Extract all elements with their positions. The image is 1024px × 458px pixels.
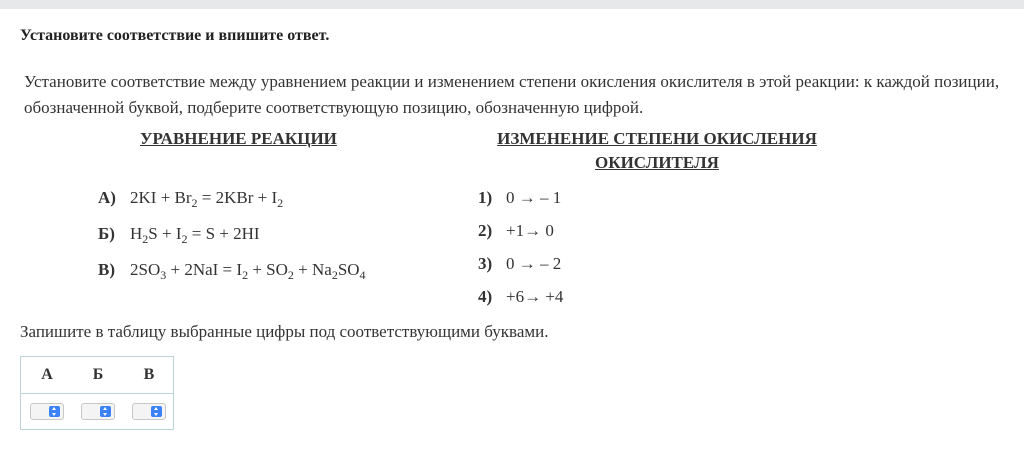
oxidation-change: +1→ 0 <box>506 221 554 240</box>
reaction-column-header: УРАВНЕНИЕ РЕАКЦИИ <box>140 129 337 148</box>
oxidation-column-header <box>486 127 828 175</box>
oxidation-item-2 <box>478 221 554 241</box>
oxidation-number: 1) <box>478 188 493 207</box>
oxidation-change: 0 → – 1 <box>506 188 562 207</box>
reaction-equation: $2SO_3 + 2NaI = I_2 + SO_2 + Na_2SO_4$ <box>130 260 366 282</box>
answer-header-a: А <box>41 366 53 383</box>
reaction-item-c <box>98 260 366 280</box>
answer-header-c: В <box>143 366 155 383</box>
oxidation-number: 3) <box>478 254 493 273</box>
oxidation-header-line2: ОКИСЛИТЕЛЯ <box>595 153 719 172</box>
oxidation-header-line1: ИЗМЕНЕНИЕ СТЕПЕНИ ОКИСЛЕНИЯ <box>497 129 817 148</box>
answer-select-c[interactable] <box>132 403 166 420</box>
task-title: Установите соответствие и впишите ответ. <box>20 27 330 44</box>
oxidation-change: 0 → – 2 <box>506 254 562 273</box>
reaction-letter: Б) <box>98 224 115 243</box>
chevron-updown-icon <box>151 406 162 417</box>
answer-header-b: Б <box>92 366 104 383</box>
oxidation-number: 2) <box>478 221 493 240</box>
reaction-equation: $H_2S + I_2 = S + 2HI$ <box>130 224 260 246</box>
reaction-equation: $2KI + Br_2 = 2KBr + I_2$ <box>130 188 284 210</box>
task-intro: Установите соответствие между уравнением реакции и изменением степени окисления окислителя в этой реакции: к каждой позиции, обозначенной буквой, подберите соответствующую позицию, обозначенную цифрой. <box>24 72 1000 117</box>
chevron-updown-icon <box>49 406 60 417</box>
answer-table-header <box>21 357 173 394</box>
oxidation-item-1 <box>478 188 561 208</box>
answer-select-a[interactable] <box>30 403 64 420</box>
answer-table <box>20 356 174 430</box>
answer-instruction: Запишите в таблицу выбранные цифры под соответствующими буквами. <box>20 322 549 341</box>
chevron-updown-icon <box>100 406 111 417</box>
oxidation-item-4 <box>478 287 563 307</box>
top-bar <box>0 0 1024 9</box>
answer-select-b[interactable] <box>81 403 115 420</box>
reaction-item-a <box>98 188 283 208</box>
oxidation-item-3 <box>478 254 561 274</box>
oxidation-number: 4) <box>478 287 493 306</box>
reaction-item-b <box>98 224 260 244</box>
reaction-letter: А) <box>98 188 116 207</box>
reaction-letter: В) <box>98 260 115 279</box>
oxidation-change: +6→ +4 <box>506 287 564 306</box>
